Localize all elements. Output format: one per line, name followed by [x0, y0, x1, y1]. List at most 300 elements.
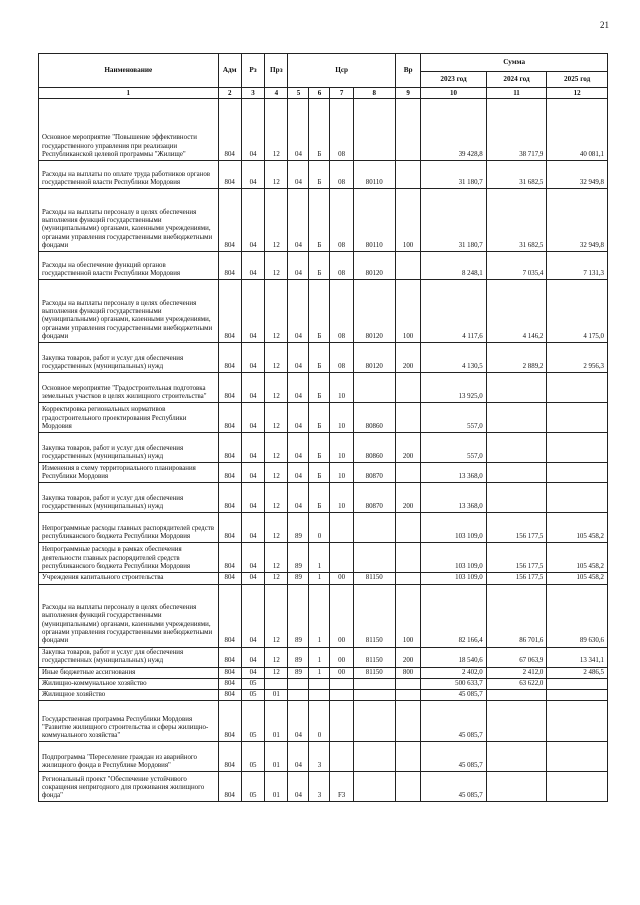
cell-prz: 12	[265, 373, 288, 403]
row-name: Иные бюджетные ассигнования	[39, 667, 219, 678]
cell-y2023: 500 633,7	[421, 678, 486, 689]
cell-c4	[353, 701, 395, 742]
cell-prz: 12	[265, 483, 288, 513]
header-csr: Цср	[288, 54, 395, 88]
cell-adm: 804	[218, 772, 241, 802]
cell-y2023: 82 166,4	[421, 584, 486, 647]
cell-c2	[309, 690, 330, 701]
table-row	[39, 463, 608, 483]
cell-y2023: 13 925,0	[421, 373, 486, 403]
cell-c3	[330, 678, 353, 689]
cell-adm: 804	[218, 701, 241, 742]
cell-prz: 12	[265, 433, 288, 463]
cell-c1: 04	[288, 161, 309, 189]
cell-adm: 804	[218, 189, 241, 252]
cell-rz: 04	[241, 403, 264, 433]
cell-adm: 804	[218, 543, 241, 573]
cell-c3: 08	[330, 189, 353, 252]
column-index-cell: 6	[309, 88, 330, 99]
cell-rz: 04	[241, 513, 264, 543]
cell-c4	[353, 373, 395, 403]
cell-c2: Б	[309, 403, 330, 433]
table-row	[39, 772, 608, 802]
cell-y2023: 45 085,7	[421, 772, 486, 802]
table-row	[39, 343, 608, 373]
column-index-cell: 11	[486, 88, 547, 99]
cell-adm: 804	[218, 161, 241, 189]
table-row	[39, 433, 608, 463]
cell-c3: 10	[330, 403, 353, 433]
cell-vr	[395, 543, 421, 573]
cell-rz: 04	[241, 99, 264, 161]
cell-c1: 04	[288, 343, 309, 373]
cell-c3: 08	[330, 252, 353, 280]
cell-adm: 804	[218, 373, 241, 403]
table-row	[39, 161, 608, 189]
cell-y2024	[486, 403, 547, 433]
cell-c3: 10	[330, 433, 353, 463]
column-index-cell: 12	[547, 88, 608, 99]
row-name: Расходы на выплаты персоналу в целях обеспечения выполнения функций государственными (муниципальными) органами, казенными учреждениями, органами управления государственными внебюджетными фондами	[39, 280, 219, 343]
cell-y2025	[547, 433, 608, 463]
cell-c4	[353, 99, 395, 161]
cell-rz: 05	[241, 742, 264, 772]
cell-prz: 12	[265, 189, 288, 252]
cell-y2024: 67 063,9	[486, 647, 547, 667]
cell-c4: 80110	[353, 161, 395, 189]
table-row	[39, 483, 608, 513]
cell-vr: 200	[395, 343, 421, 373]
row-name: Закупка товаров, работ и услуг для обеспечения государственных (муниципальных) нужд	[39, 647, 219, 667]
table-row	[39, 373, 608, 403]
cell-prz: 01	[265, 690, 288, 701]
cell-c1: 04	[288, 772, 309, 802]
cell-c1: 04	[288, 463, 309, 483]
cell-y2025	[547, 690, 608, 701]
cell-y2025	[547, 483, 608, 513]
cell-y2023: 103 109,0	[421, 573, 486, 584]
cell-prz: 12	[265, 403, 288, 433]
cell-vr	[395, 513, 421, 543]
cell-y2025: 7 131,3	[547, 252, 608, 280]
row-name: Непрограммные расходы в рамках обеспечения деятельности главных распорядителей средств республиканского бюджета Республики Мордовия	[39, 543, 219, 573]
cell-y2024: 7 035,4	[486, 252, 547, 280]
column-index-cell: 1	[39, 88, 219, 99]
cell-y2024	[486, 690, 547, 701]
cell-adm: 804	[218, 403, 241, 433]
cell-y2024: 38 717,9	[486, 99, 547, 161]
cell-c2: Б	[309, 280, 330, 343]
cell-c1: 04	[288, 742, 309, 772]
cell-vr	[395, 573, 421, 584]
cell-c4	[353, 513, 395, 543]
cell-c2: 1	[309, 647, 330, 667]
cell-adm: 804	[218, 343, 241, 373]
cell-rz: 04	[241, 573, 264, 584]
header-2023: 2023 год	[421, 72, 486, 88]
header-adm: Адм	[218, 54, 241, 88]
cell-y2025	[547, 701, 608, 742]
cell-c2: 1	[309, 667, 330, 678]
cell-c2: 1	[309, 573, 330, 584]
cell-c3: F3	[330, 772, 353, 802]
cell-adm: 804	[218, 678, 241, 689]
cell-c3: 10	[330, 373, 353, 403]
table-row	[39, 584, 608, 647]
table-row	[39, 513, 608, 543]
row-name: Непрограммные расходы главных распорядителей средств республиканского бюджета Республики Мордовия	[39, 513, 219, 543]
cell-prz: 01	[265, 701, 288, 742]
cell-vr: 200	[395, 433, 421, 463]
table-row	[39, 690, 608, 701]
cell-adm: 804	[218, 690, 241, 701]
cell-prz	[265, 678, 288, 689]
cell-y2023: 2 402,0	[421, 667, 486, 678]
row-name: Основное мероприятие "Градостроительная подготовка земельных участков в целях жилищного строительства"	[39, 373, 219, 403]
cell-c3	[330, 701, 353, 742]
cell-y2023: 13 368,0	[421, 483, 486, 513]
cell-y2023: 45 085,7	[421, 690, 486, 701]
row-name: Корректировка региональных нормативов градостроительного проектирования Республики Мордовия	[39, 403, 219, 433]
cell-rz: 04	[241, 647, 264, 667]
cell-prz: 12	[265, 463, 288, 483]
cell-y2025	[547, 373, 608, 403]
cell-y2023: 4 130,5	[421, 343, 486, 373]
table-row	[39, 667, 608, 678]
cell-y2025: 105 458,2	[547, 543, 608, 573]
cell-c1: 04	[288, 701, 309, 742]
table-row	[39, 99, 608, 161]
cell-c1: 89	[288, 584, 309, 647]
cell-y2024	[486, 772, 547, 802]
cell-c2: Б	[309, 343, 330, 373]
cell-adm: 804	[218, 513, 241, 543]
cell-c3: 10	[330, 463, 353, 483]
cell-c3	[330, 513, 353, 543]
row-name: Расходы на обеспечение функций органов государственной власти Республики Мордовия	[39, 252, 219, 280]
header-name: Наименование	[39, 54, 219, 88]
cell-c1: 89	[288, 647, 309, 667]
cell-y2023: 39 428,8	[421, 99, 486, 161]
cell-c1: 89	[288, 667, 309, 678]
cell-prz: 12	[265, 667, 288, 678]
cell-y2023: 18 540,6	[421, 647, 486, 667]
cell-c2: 1	[309, 584, 330, 647]
row-name: Региональный проект "Обеспечение устойчивого сокращения непригодного для проживания жилищного фонда"	[39, 772, 219, 802]
row-name: Закупка товаров, работ и услуг для обеспечения государственных (муниципальных) нужд	[39, 433, 219, 463]
cell-c1: 04	[288, 189, 309, 252]
column-index-cell: 9	[395, 88, 421, 99]
cell-c3	[330, 742, 353, 772]
table-row	[39, 543, 608, 573]
cell-c4: 80120	[353, 252, 395, 280]
cell-c3: 00	[330, 573, 353, 584]
cell-c1: 89	[288, 543, 309, 573]
cell-y2023: 557,0	[421, 433, 486, 463]
cell-c3: 10	[330, 483, 353, 513]
table-row	[39, 701, 608, 742]
cell-y2025: 13 341,1	[547, 647, 608, 667]
cell-c2: Б	[309, 189, 330, 252]
cell-c4: 80860	[353, 403, 395, 433]
cell-prz: 12	[265, 543, 288, 573]
cell-c2: Б	[309, 252, 330, 280]
row-name: Подпрограмма "Переселение граждан из аварийного жилищного фонда в Республике Мордовия"	[39, 742, 219, 772]
cell-adm: 804	[218, 647, 241, 667]
cell-y2025: 32 949,8	[547, 161, 608, 189]
row-name: Расходы на выплаты персоналу в целях обеспечения выполнения функций государственными (муниципальными) органами, казенными учреждениями, органами управления государственными внебюджетными фондами	[39, 584, 219, 647]
cell-y2024	[486, 483, 547, 513]
cell-adm: 804	[218, 280, 241, 343]
cell-y2025: 2 486,5	[547, 667, 608, 678]
cell-y2025	[547, 463, 608, 483]
cell-prz: 12	[265, 280, 288, 343]
cell-c1	[288, 690, 309, 701]
cell-vr	[395, 701, 421, 742]
cell-vr: 800	[395, 667, 421, 678]
cell-c4: 80120	[353, 280, 395, 343]
page-number: 21	[600, 20, 609, 30]
cell-c1: 04	[288, 99, 309, 161]
cell-prz: 12	[265, 573, 288, 584]
row-name: Закупка товаров, работ и услуг для обеспечения государственных (муниципальных) нужд	[39, 483, 219, 513]
cell-rz: 04	[241, 433, 264, 463]
cell-c2: 0	[309, 513, 330, 543]
cell-c4: 80860	[353, 433, 395, 463]
cell-c1: 04	[288, 373, 309, 403]
cell-rz: 04	[241, 463, 264, 483]
cell-vr	[395, 463, 421, 483]
cell-y2024: 31 682,5	[486, 161, 547, 189]
cell-rz: 04	[241, 373, 264, 403]
column-index-row	[39, 88, 608, 99]
column-index-cell: 3	[241, 88, 264, 99]
cell-y2025: 40 081,1	[547, 99, 608, 161]
column-index-cell: 5	[288, 88, 309, 99]
header-2025: 2025 год	[547, 72, 608, 88]
header-vr: Вр	[395, 54, 421, 88]
cell-c3: 00	[330, 667, 353, 678]
cell-vr	[395, 742, 421, 772]
cell-c4	[353, 690, 395, 701]
cell-prz: 01	[265, 742, 288, 772]
cell-vr	[395, 678, 421, 689]
cell-vr	[395, 403, 421, 433]
table-row	[39, 647, 608, 667]
cell-vr	[395, 690, 421, 701]
row-name: Изменения в схему территориального планирования Республики Мордовия	[39, 463, 219, 483]
cell-c4: 81150	[353, 647, 395, 667]
table-row	[39, 678, 608, 689]
cell-c1: 89	[288, 513, 309, 543]
cell-y2023: 31 180,7	[421, 161, 486, 189]
cell-c2: 0	[309, 701, 330, 742]
budget-table	[38, 53, 608, 802]
cell-c2: Б	[309, 99, 330, 161]
cell-vr	[395, 99, 421, 161]
cell-y2023: 45 085,7	[421, 742, 486, 772]
cell-c2: Б	[309, 483, 330, 513]
cell-c4	[353, 678, 395, 689]
cell-y2024: 31 682,5	[486, 189, 547, 252]
cell-c4	[353, 772, 395, 802]
cell-rz: 04	[241, 543, 264, 573]
row-name: Государственная программа Республики Мордовия "Развитие жилищного строительства и сферы жилищно-коммунального хозяйства"	[39, 701, 219, 742]
cell-y2024: 2 412,0	[486, 667, 547, 678]
cell-y2025	[547, 772, 608, 802]
cell-y2025	[547, 742, 608, 772]
cell-rz: 05	[241, 678, 264, 689]
cell-c1: 04	[288, 403, 309, 433]
cell-rz: 04	[241, 161, 264, 189]
cell-c4: 80120	[353, 343, 395, 373]
cell-y2024: 156 177,5	[486, 543, 547, 573]
cell-rz: 04	[241, 189, 264, 252]
cell-y2025: 105 458,2	[547, 573, 608, 584]
cell-c1	[288, 678, 309, 689]
cell-y2023: 4 117,6	[421, 280, 486, 343]
cell-c2: Б	[309, 373, 330, 403]
cell-y2024: 2 889,2	[486, 343, 547, 373]
cell-y2025: 105 458,2	[547, 513, 608, 543]
cell-vr	[395, 252, 421, 280]
cell-c3: 08	[330, 99, 353, 161]
cell-c4: 80870	[353, 463, 395, 483]
cell-prz: 12	[265, 647, 288, 667]
cell-adm: 804	[218, 252, 241, 280]
row-name: Основное мероприятие "Повышение эффективности государственного управления при реализации Республиканской целевой программы "Жилище"	[39, 99, 219, 161]
cell-vr: 100	[395, 584, 421, 647]
cell-c3: 08	[330, 343, 353, 373]
cell-y2024	[486, 742, 547, 772]
cell-y2025: 89 630,6	[547, 584, 608, 647]
header-prz: Прз	[265, 54, 288, 88]
cell-vr	[395, 373, 421, 403]
cell-c3: 08	[330, 280, 353, 343]
cell-prz: 12	[265, 513, 288, 543]
cell-rz: 04	[241, 252, 264, 280]
column-index-cell: 7	[330, 88, 353, 99]
row-name: Расходы на выплаты по оплате труда работников органов государственной власти Республики Мордовия	[39, 161, 219, 189]
cell-y2023: 8 248,1	[421, 252, 486, 280]
cell-y2023: 31 180,7	[421, 189, 486, 252]
table-row	[39, 189, 608, 252]
cell-vr: 200	[395, 483, 421, 513]
cell-adm: 804	[218, 667, 241, 678]
cell-y2023: 103 109,0	[421, 513, 486, 543]
cell-c2: Б	[309, 463, 330, 483]
cell-c3: 08	[330, 161, 353, 189]
cell-y2023: 13 368,0	[421, 463, 486, 483]
cell-vr: 100	[395, 189, 421, 252]
cell-c4	[353, 543, 395, 573]
table-row	[39, 403, 608, 433]
cell-adm: 804	[218, 742, 241, 772]
row-name: Жилищно-коммунальное хозяйство	[39, 678, 219, 689]
cell-c3	[330, 690, 353, 701]
cell-y2024	[486, 701, 547, 742]
cell-c1: 04	[288, 483, 309, 513]
cell-c2: 3	[309, 772, 330, 802]
cell-y2024	[486, 433, 547, 463]
cell-c1: 89	[288, 573, 309, 584]
cell-c4: 80110	[353, 189, 395, 252]
cell-prz: 12	[265, 252, 288, 280]
cell-y2025	[547, 403, 608, 433]
cell-y2025	[547, 678, 608, 689]
cell-c4: 81150	[353, 573, 395, 584]
cell-c4: 81150	[353, 584, 395, 647]
cell-c1: 04	[288, 280, 309, 343]
cell-prz: 01	[265, 772, 288, 802]
table-row	[39, 252, 608, 280]
cell-adm: 804	[218, 99, 241, 161]
cell-y2024: 156 177,5	[486, 513, 547, 543]
cell-y2024	[486, 373, 547, 403]
cell-y2024: 156 177,5	[486, 573, 547, 584]
cell-vr: 100	[395, 280, 421, 343]
cell-prz: 12	[265, 99, 288, 161]
cell-y2025: 32 949,8	[547, 189, 608, 252]
cell-rz: 04	[241, 343, 264, 373]
cell-c3: 00	[330, 584, 353, 647]
table-row	[39, 280, 608, 343]
cell-prz: 12	[265, 161, 288, 189]
cell-y2023: 45 085,7	[421, 701, 486, 742]
cell-vr: 200	[395, 647, 421, 667]
header-sum: Сумма	[421, 54, 608, 72]
row-name: Закупка товаров, работ и услуг для обеспечения государственных (муниципальных) нужд	[39, 343, 219, 373]
cell-c4	[353, 742, 395, 772]
cell-vr	[395, 772, 421, 802]
column-index-cell: 10	[421, 88, 486, 99]
cell-adm: 804	[218, 483, 241, 513]
cell-rz: 04	[241, 667, 264, 678]
cell-c4: 81150	[353, 667, 395, 678]
cell-adm: 804	[218, 433, 241, 463]
cell-y2025: 2 956,3	[547, 343, 608, 373]
cell-y2024: 86 701,6	[486, 584, 547, 647]
cell-adm: 804	[218, 463, 241, 483]
cell-rz: 04	[241, 483, 264, 513]
cell-y2024	[486, 463, 547, 483]
cell-prz: 12	[265, 343, 288, 373]
cell-c2	[309, 678, 330, 689]
row-name: Учреждения капитального строительства	[39, 573, 219, 584]
header-2024: 2024 год	[486, 72, 547, 88]
cell-c2: 3	[309, 742, 330, 772]
cell-rz: 05	[241, 701, 264, 742]
cell-c3: 00	[330, 647, 353, 667]
cell-c2: Б	[309, 161, 330, 189]
cell-y2024: 4 146,2	[486, 280, 547, 343]
cell-vr	[395, 161, 421, 189]
cell-adm: 804	[218, 573, 241, 584]
row-name: Жилищное хозяйство	[39, 690, 219, 701]
cell-c1: 04	[288, 252, 309, 280]
cell-adm: 804	[218, 584, 241, 647]
table-row	[39, 742, 608, 772]
cell-rz: 05	[241, 690, 264, 701]
column-index-cell: 8	[353, 88, 395, 99]
cell-c3	[330, 543, 353, 573]
table-row	[39, 573, 608, 584]
cell-c4: 80870	[353, 483, 395, 513]
cell-prz: 12	[265, 584, 288, 647]
cell-y2024: 63 622,0	[486, 678, 547, 689]
cell-c2: 1	[309, 543, 330, 573]
row-name: Расходы на выплаты персоналу в целях обеспечения выполнения функций государственными (муниципальными) органами, казенными учреждениями, органами управления государственными внебюджетными фондами	[39, 189, 219, 252]
